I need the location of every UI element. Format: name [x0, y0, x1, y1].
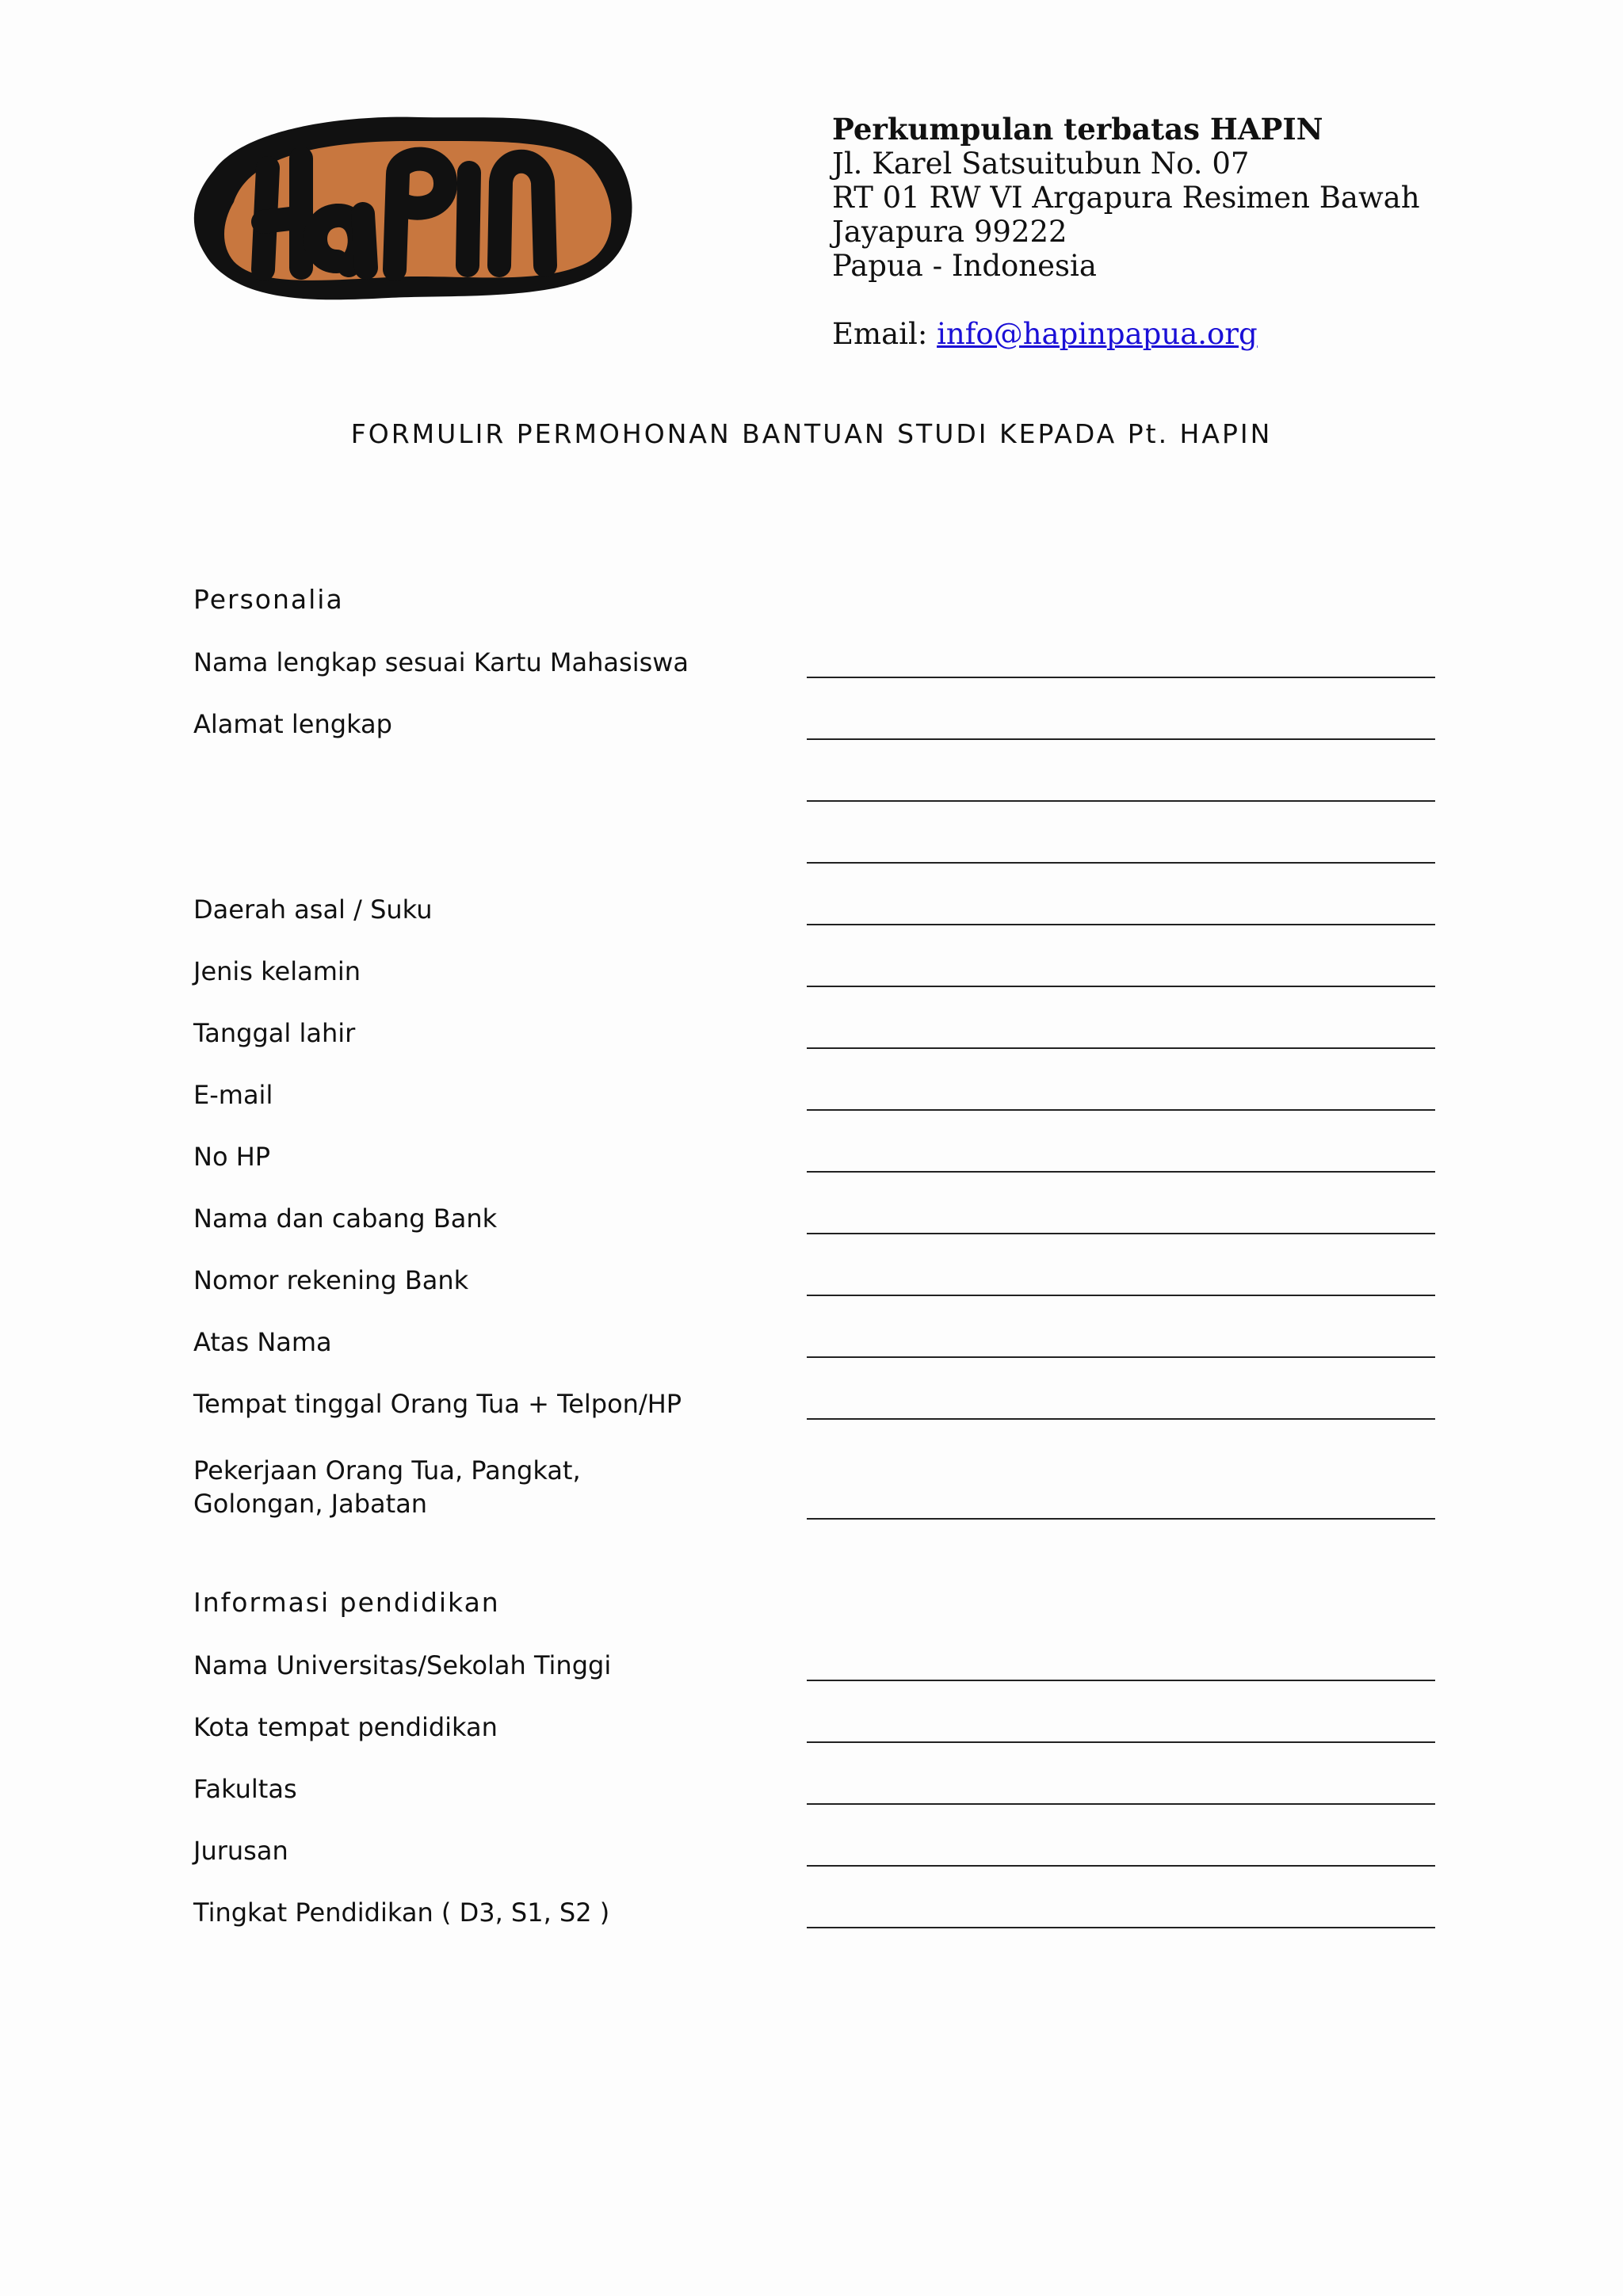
input-line-alamat-2[interactable] — [807, 800, 1435, 802]
input-line-tanggal-lahir[interactable] — [807, 1047, 1435, 1049]
field-label-kota-pendidikan: Kota tempat pendidikan — [193, 1712, 498, 1742]
field-label-universitas: Nama Universitas/Sekolah Tinggi — [193, 1650, 612, 1680]
field-label-tingkat-pendidikan: Tingkat Pendidikan ( D3, S1, S2 ) — [193, 1897, 610, 1928]
input-line-fakultas[interactable] — [807, 1803, 1435, 1805]
field-label-tempat-tinggal-ortu: Tempat tinggal Orang Tua + Telpon/HP — [193, 1389, 682, 1419]
org-address-block — [832, 113, 1420, 351]
field-label-email: E-mail — [193, 1080, 273, 1110]
input-line-alamat-1[interactable] — [807, 738, 1435, 740]
input-line-daerah-asal[interactable] — [807, 924, 1435, 925]
input-line-tempat-tinggal-ortu[interactable] — [807, 1418, 1435, 1420]
field-label-fakultas: Fakultas — [193, 1774, 297, 1804]
field-label-jenis-kelamin: Jenis kelamin — [193, 956, 361, 986]
input-line-jenis-kelamin[interactable] — [807, 986, 1435, 987]
hapin-logo-image — [190, 111, 639, 307]
hapin-logo — [190, 111, 639, 307]
field-label-nama-cabang-bank: Nama dan cabang Bank — [193, 1203, 498, 1234]
form-title: FORMULIR PERMOHONAN BANTUAN STUDI KEPADA Pt. HAPIN — [350, 418, 1273, 449]
field-label-no-hp: No HP — [193, 1142, 271, 1172]
field-label-pekerjaan-ortu-line2: Golongan, Jabatan — [193, 1489, 428, 1519]
field-label-nama-lengkap: Nama lengkap sesuai Kartu Mahasiswa — [193, 647, 689, 677]
input-line-tingkat-pendidikan[interactable] — [807, 1927, 1435, 1928]
email-row — [832, 317, 1420, 351]
email-label: Email: — [832, 317, 928, 351]
input-line-email[interactable] — [807, 1109, 1435, 1111]
input-line-universitas[interactable] — [807, 1680, 1435, 1681]
input-line-pekerjaan-ortu[interactable] — [807, 1518, 1435, 1520]
address-line: Jayapura 99222 — [832, 215, 1067, 249]
field-label-tanggal-lahir: Tanggal lahir — [193, 1018, 356, 1048]
address-line: Jl. Karel Satsuitubun No. 07 — [832, 147, 1250, 181]
email-link[interactable]: info@hapinpapua.org — [937, 317, 1258, 351]
input-line-jurusan[interactable] — [807, 1865, 1435, 1867]
address-line: RT 01 RW VI Argapura Resimen Bawah — [832, 181, 1420, 215]
section-heading-personalia: Personalia — [193, 584, 344, 615]
input-line-nama-cabang-bank[interactable] — [807, 1233, 1435, 1234]
address-line: Papua - Indonesia — [832, 249, 1097, 283]
field-label-pekerjaan-ortu: Pekerjaan Orang Tua, Pangkat, — [193, 1455, 581, 1486]
input-line-kota-pendidikan[interactable] — [807, 1741, 1435, 1743]
input-line-nama-lengkap[interactable] — [807, 677, 1435, 678]
field-label-atas-nama: Atas Nama — [193, 1327, 332, 1357]
field-label-alamat: Alamat lengkap — [193, 709, 392, 739]
field-label-jurusan: Jurusan — [193, 1836, 288, 1866]
org-name: Perkumpulan terbatas HAPIN — [832, 112, 1323, 147]
input-line-nomor-rekening[interactable] — [807, 1295, 1435, 1296]
field-label-daerah-asal: Daerah asal / Suku — [193, 894, 433, 925]
field-label-nomor-rekening: Nomor rekening Bank — [193, 1265, 469, 1295]
input-line-atas-nama[interactable] — [807, 1356, 1435, 1358]
section-heading-pendidikan: Informasi pendidikan — [193, 1587, 500, 1618]
input-line-no-hp[interactable] — [807, 1171, 1435, 1173]
input-line-alamat-3[interactable] — [807, 862, 1435, 864]
